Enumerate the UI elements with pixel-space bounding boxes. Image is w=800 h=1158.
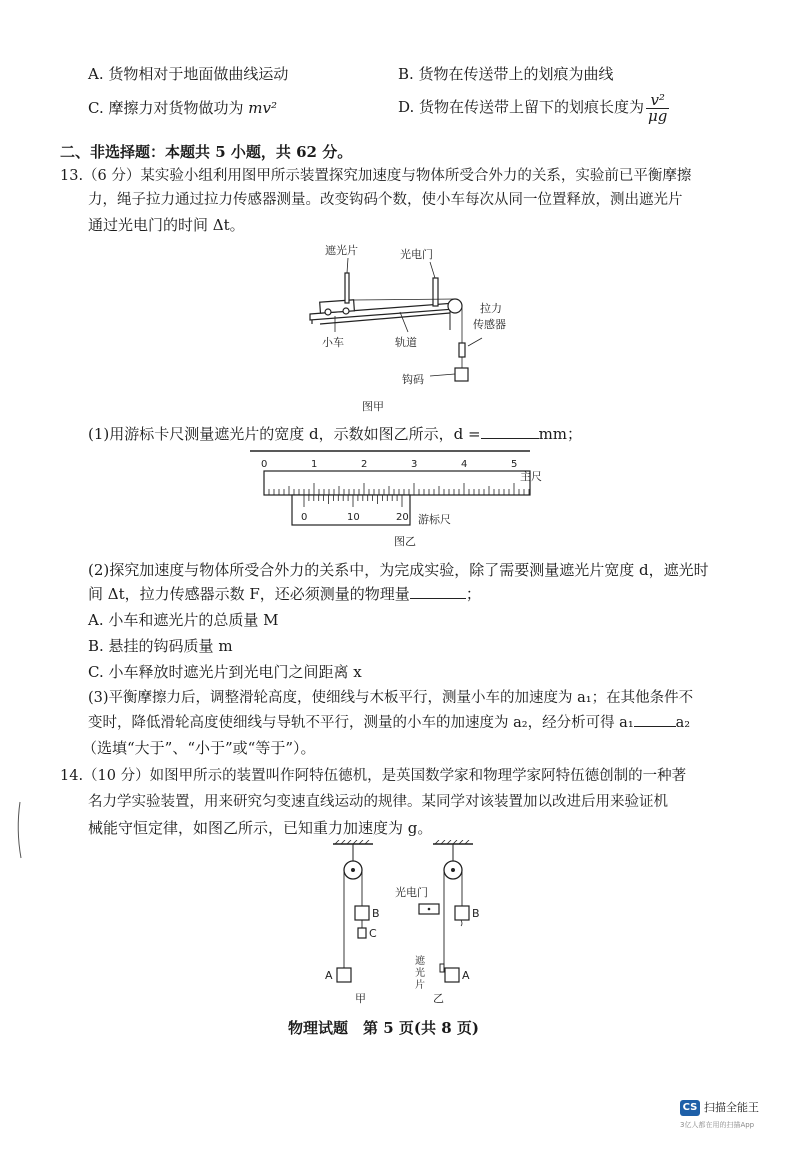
answer-blank-compare[interactable]	[634, 712, 676, 727]
q13-part3-line2	[88, 712, 690, 733]
q13-part3-text: 变时，降低滑轮高度使细线与导轨不平行，测量的小车的加速度为 a₂，经分析可得 a₁	[88, 715, 634, 731]
label-track: 轨道	[395, 336, 417, 349]
label-a-yi: A	[462, 969, 470, 982]
figure-jia	[290, 238, 520, 423]
scanner-badge	[680, 1100, 768, 1140]
block-a-jia	[337, 968, 351, 982]
label-b-jia: B	[372, 907, 380, 920]
answer-blank-quantity[interactable]	[410, 584, 466, 599]
scanner-tagline: 3亿人都在用的扫描App	[680, 1121, 755, 1129]
caption-jia: 图甲	[362, 400, 384, 413]
q13-part2-end: ；	[465, 585, 481, 603]
label-b-yi: B	[472, 907, 480, 920]
label-cart: 小车	[322, 336, 344, 349]
label-weight: 钩码	[402, 373, 424, 386]
q13-part1	[88, 424, 582, 444]
q13-part2-opt-c: C. 小车释放时遮光片到光电门之间距离 x	[88, 663, 362, 681]
q13-part2-opt-b: B. 悬挂的钩码质量 m	[88, 637, 233, 655]
q13-line3: 通过光电门的时间 Δt。	[88, 216, 245, 234]
label-pull: 拉力	[480, 302, 502, 315]
q13-part3-line3: （选填“大于”、“小于”或“等于”）。	[82, 739, 316, 757]
q14-line1: 14.（10 分）如图甲所示的装置叫作阿特伍德机，是英国数学家和物理学家阿特伍德创制的一种著	[60, 768, 687, 784]
figure-atwood	[315, 840, 515, 1005]
hook-weight	[455, 368, 468, 381]
block-b-jia	[355, 906, 369, 920]
q14-line3: 械能守恒定律，如图乙所示，已知重力加速度为 g。	[88, 819, 433, 837]
main-scale-number: 3	[411, 459, 418, 470]
q13-part2-line1: (2)探究加速度与物体所受合外力的关系中，为完成实验，除了需要测量遮光片宽度 d，遮光时	[88, 561, 709, 579]
block-c-jia	[358, 928, 366, 938]
option-c	[88, 98, 277, 118]
block-b-yi	[455, 906, 469, 920]
caption-atwood-jia: 甲	[355, 992, 366, 1005]
q13-part2-line2	[88, 584, 481, 604]
force-sensor	[459, 343, 465, 357]
vernier-scale	[292, 495, 451, 526]
option-c-expr: mv²	[248, 99, 277, 117]
fraction-numerator: v²	[646, 93, 669, 109]
main-scale	[261, 459, 542, 495]
label-photogate-yi: 光电门	[395, 886, 428, 899]
q13-part1-unit: mm；	[538, 425, 583, 443]
vernier-scale-number: 20	[396, 512, 409, 523]
option-b: B. 货物在传送带上的划痕为曲线	[398, 65, 614, 83]
atwood-jia	[325, 840, 380, 1005]
vernier-scale-number: 0	[301, 512, 308, 523]
option-d	[398, 92, 669, 124]
caption-yi: 图乙	[394, 535, 416, 548]
label-shield-yi-3: 片	[415, 980, 425, 991]
label-sensor: 传感器	[473, 318, 506, 331]
photogate	[433, 278, 438, 306]
main-scale-label: 主尺	[520, 470, 542, 483]
margin-mark	[12, 800, 26, 860]
option-d-text: D. 货物在传送带上留下的划痕长度为	[398, 98, 645, 116]
figure-yi	[240, 447, 560, 555]
q13-part2-text: 间 Δt，拉力传感器示数 F，还必须测量的物理量	[88, 585, 410, 603]
vernier-scale-label: 游标尺	[418, 513, 451, 526]
main-scale-number: 2	[361, 459, 368, 470]
answer-blank-d[interactable]	[481, 424, 539, 439]
option-a: A. 货物相对于地面做曲线运动	[88, 65, 289, 83]
light-shield-yi	[440, 964, 444, 972]
label-a-jia: A	[325, 969, 333, 982]
label-photogate: 光电门	[400, 248, 433, 261]
scanner-logo: CS	[680, 1100, 700, 1116]
vernier-scale-number: 10	[347, 512, 360, 523]
label-shield: 遮光片	[325, 244, 358, 257]
label-shield-yi-2: 光	[415, 968, 425, 979]
q13-line2: 力，绳子拉力通过拉力传感器测量。改变钩码个数，使小车每次从同一位置释放，测出遮光片	[88, 192, 683, 208]
label-c-jia: C	[369, 927, 377, 940]
q14-line2: 名力学实验装置，用来研究匀变速直线运动的规律。某同学对该装置加以改进后用来验证机	[88, 794, 668, 810]
q13-part2-opt-a: A. 小车和遮光片的总质量 M	[88, 611, 279, 629]
q13-line1: 13.（6 分）某实验小组利用图甲所示装置探究加速度与物体所受合外力的关系，实验前已平衡摩擦	[60, 168, 692, 184]
label-shield-yi-1: 遮	[415, 956, 425, 967]
main-scale-number: 0	[261, 459, 268, 470]
scanner-name: 扫描全能王	[704, 1101, 759, 1114]
block-a-yi	[445, 968, 459, 982]
q13-part3-a2: a₂	[675, 715, 691, 731]
caption-atwood-yi: 乙	[433, 992, 444, 1005]
option-d-fraction	[646, 90, 669, 125]
q13-part3-line1: (3)平衡摩擦力后，调整滑轮高度，使细线与木板平行，测量小车的加速度为 a₁；在其他条件不	[88, 690, 694, 706]
section-heading: 二、非选择题：本题共 5 小题，共 62 分。	[60, 143, 353, 161]
q13-part1-text: (1)用游标卡尺测量遮光片的宽度 d，示数如图乙所示，d =	[88, 425, 481, 443]
main-scale-number: 1	[311, 459, 318, 470]
fraction-denominator: μg	[648, 106, 668, 125]
atwood-yi	[395, 840, 480, 1005]
main-scale-number: 4	[461, 459, 468, 470]
option-c-text: C. 摩擦力对货物做功为	[88, 99, 249, 117]
light-shield	[345, 273, 349, 303]
main-scale-number: 5	[511, 459, 518, 470]
page-footer: 物理试题 第 5 页(共 8 页)	[288, 1019, 479, 1037]
